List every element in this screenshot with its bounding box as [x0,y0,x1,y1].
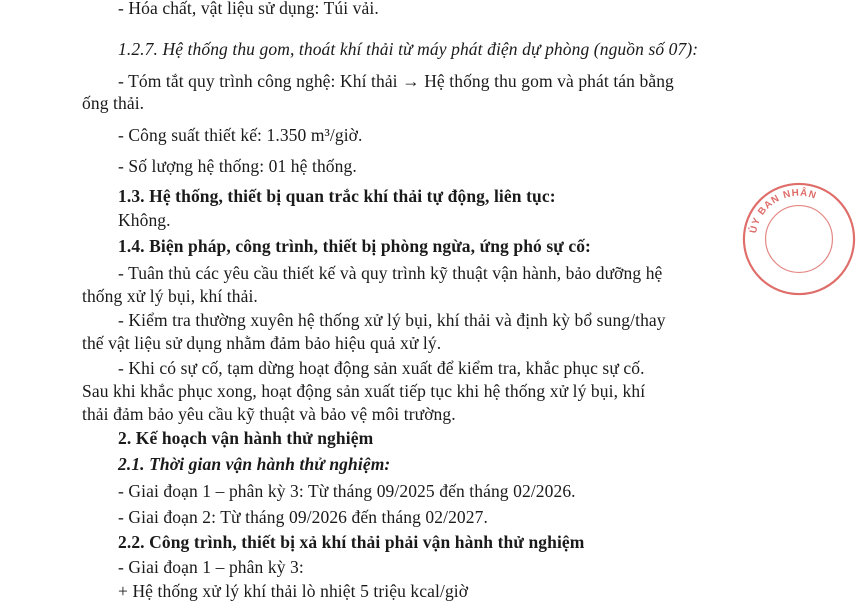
official-seal-stamp [740,180,858,298]
text-line-phase2: - Giai đoạn 2: Từ tháng 09/2026 đến tháng 02/2027. [118,507,488,527]
text-line-heat-furnace-system: + Hệ thống xử lý khí thải lò nhiệt 5 triệu kcal/giờ [118,581,469,601]
text-line-phase1-period3-list: - Giai đoạn 1 – phân kỳ 3: [118,557,304,577]
text-line-regular-inspection: - Kiểm tra thường xuyên hệ thống xử lý bụi, khí thải và định kỳ bổ sung/thay [118,310,666,330]
text-line-chemicals: - Hóa chất, vật liệu sử dụng: Túi vải. [118,0,379,18]
section-1-3-heading: 1.3. Hệ thống, thiết bị quan trắc khí thải tự động, liên tục: [118,186,556,206]
section-1-2-7-heading: 1.2.7. Hệ thống thu gom, thoát khí thải từ máy phát điện dự phòng (nguồn số 07): [118,39,699,59]
text-line-incident-response-cont1: Sau khi khắc phục xong, hoạt động sản xuất tiếp tục khi hệ thống xử lý bụi, khí [82,381,646,401]
text-line-phase1-period3: - Giai đoạn 1 – phân kỳ 3: Từ tháng 09/2025 đến tháng 02/2026. [118,481,576,501]
seal-text: ỦY BAN NHÂN [748,187,819,235]
text-line-incident-response-cont2: thải đảm bảo yêu cầu kỹ thuật và bảo vệ môi trường. [82,404,456,424]
text-line-process-summary: - Tóm tắt quy trình công nghệ: Khí thải → Hệ thống thu gom và phát tán bằng [118,71,674,91]
section-2-heading: 2. Kế hoạch vận hành thử nghiệm [118,428,374,448]
text-line-design-capacity: - Công suất thiết kế: 1.350 m³/giờ. [118,125,363,145]
text-line-comply-requirements-cont: thống xử lý bụi, khí thải. [82,286,258,306]
text-line-regular-inspection-cont: thế vật liệu sử dụng nhằm đảm bảo hiệu quả xử lý. [82,333,442,353]
text-line-none: Không. [118,210,171,230]
text-line-comply-requirements: - Tuân thủ các yêu cầu thiết kế và quy trình kỹ thuật vận hành, bảo dưỡng hệ [118,263,663,283]
text-line-system-count: - Số lượng hệ thống: 01 hệ thống. [118,156,357,176]
section-2-1-heading: 2.1. Thời gian vận hành thử nghiệm: [118,454,391,474]
section-1-4-heading: 1.4. Biện pháp, công trình, thiết bị phòng ngừa, ứng phó sự cố: [118,236,591,256]
text-line-incident-response: - Khi có sự cố, tạm dừng hoạt động sản xuất để kiểm tra, khắc phục sự cố. [118,358,645,378]
text-line-process-summary-cont: ống thải. [82,93,145,113]
section-2-2-heading: 2.2. Công trình, thiết bị xả khí thải phải vận hành thử nghiệm [118,532,585,552]
